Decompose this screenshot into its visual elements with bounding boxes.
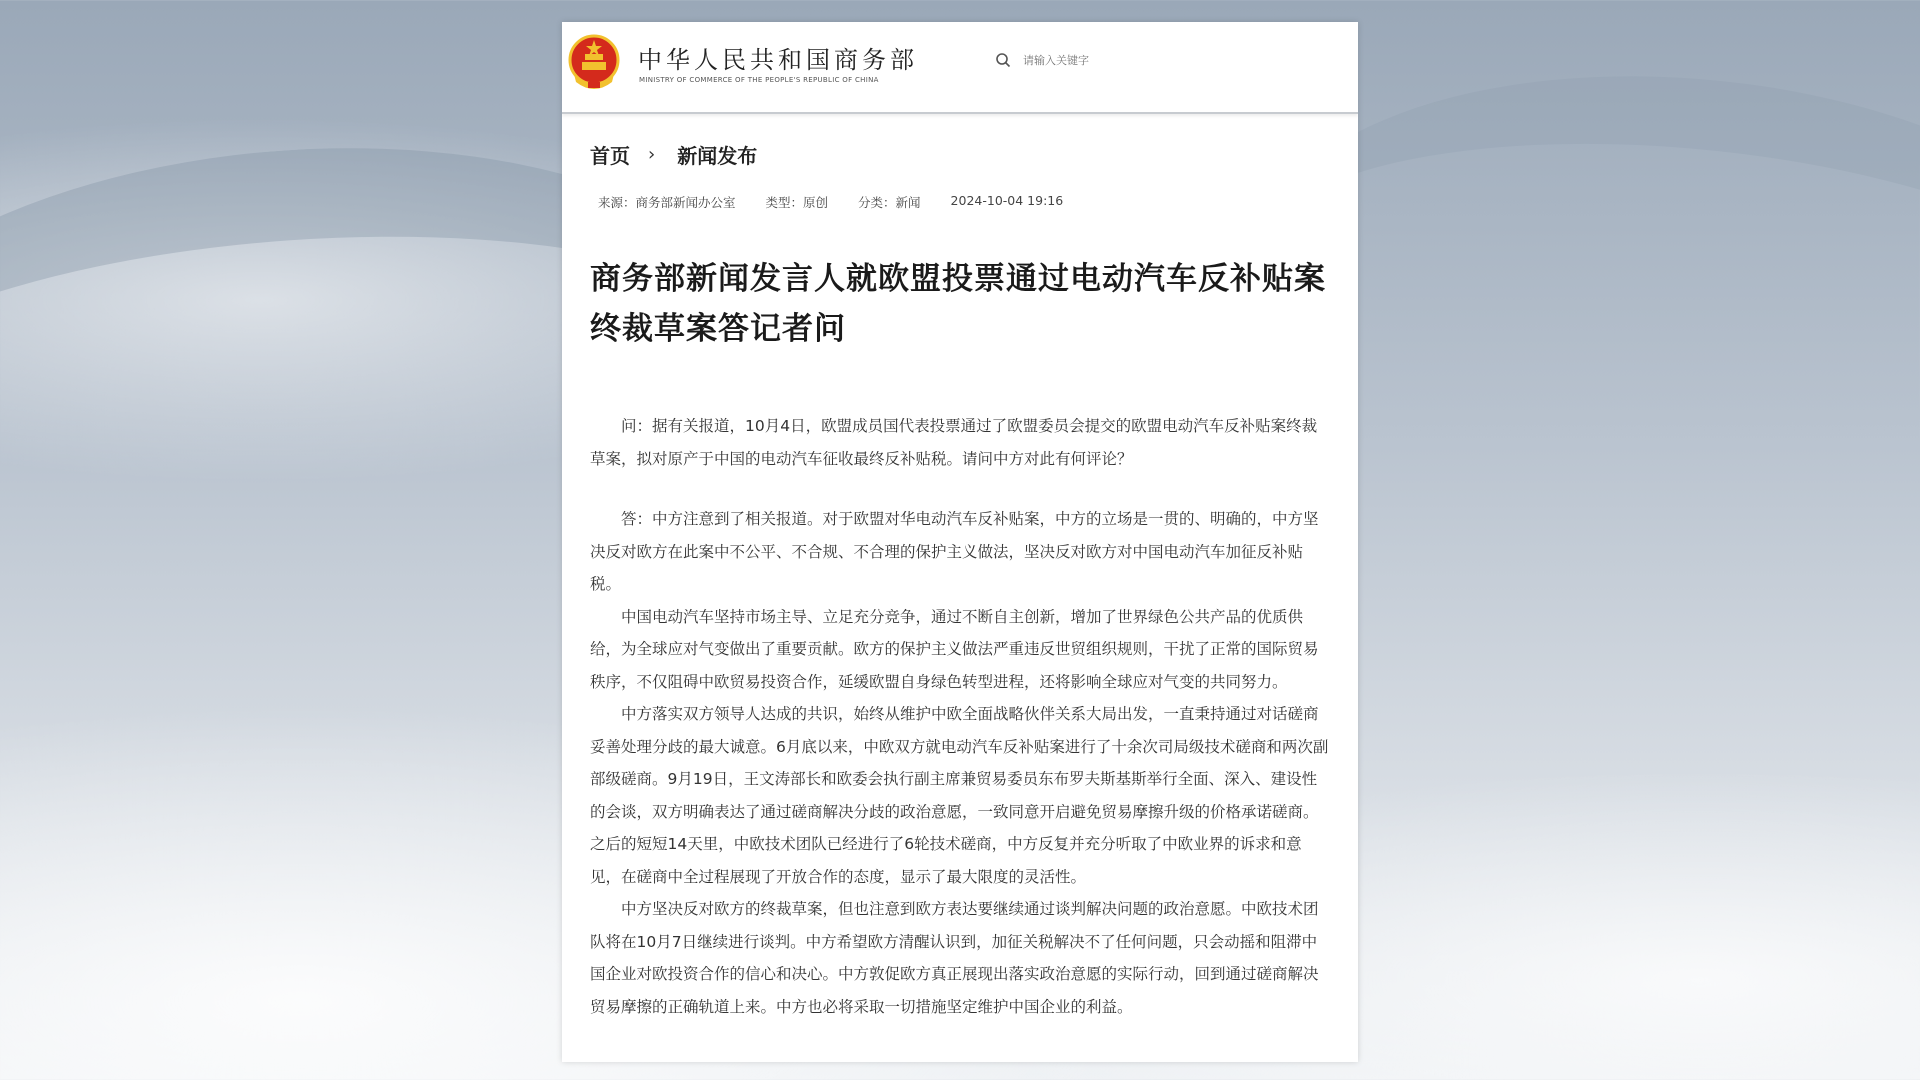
search-bar[interactable] (995, 52, 1175, 68)
article-title: 商务部新闻发言人就欧盟投票通过电动汽车反补贴案终裁草案答记者问 (590, 261, 1326, 347)
article-paragraph: 中国电动汽车坚持市场主导、立足充分竞争，通过不断自主创新，增加了世界绿色公共产品的优质供给，为全球应对气变做出了重要贡献。欧方的保护主义做法严重违反世贸组织规则，干扰了正常的国际贸易秩序，不仅阻碍中欧贸易投资合作，延缓欧盟自身绿色转型进程，还将影响全球应对气变的共同努力。 (590, 607, 1319, 691)
breadcrumb-home-link[interactable]: 首页 (590, 144, 630, 168)
article-paragraph: 答：中方注意到了相关报道。对于欧盟对华电动汽车反补贴案，中方的立场是一贯的、明确的，中方坚决反对欧方在此案中不公平、不合规、不合理的保护主义做法，坚决反对欧方对中国电动汽车加征反补贴税。 (590, 510, 1319, 593)
meta-category: 分类：新闻 (858, 195, 921, 210)
meta-source: 来源：商务部新闻办公室 (598, 195, 736, 210)
breadcrumb-current[interactable]: 新闻发布 (677, 144, 758, 168)
breadcrumb (590, 140, 757, 169)
search-icon[interactable] (995, 52, 1011, 68)
article-paragraph: 中方坚决反对欧方的终裁草案，但也注意到欧方表达要继续通过谈判解决问题的政治意愿。中欧技术团队将在10月7日继续进行谈判。中方希望欧方清醒认识到，加征关税解决不了任何问题，只会动摇和阻滞中国企业对欧投资合作的信心和决心。中方敦促欧方真正展现出落实政治意愿的实际行动，回到通过磋商解决贸易摩擦的正确轨道上来。中方也必将采取一切措施坚定维护中国企业的利益。 (590, 900, 1319, 1016)
meta-datetime: 2024-10-04 19:16 (950, 193, 1064, 208)
chevron-right-icon: › (648, 144, 656, 165)
webpage-document (562, 22, 1358, 1062)
meta-type: 类型：原创 (765, 195, 829, 210)
site-header (562, 22, 1358, 114)
article-paragraph: 问：据有关报道，10月4日，欧盟成员国代表投票通过了欧盟委员会提交的欧盟电动汽车反补贴案终裁草案，拟对原产于中国的电动汽车征收最终反补贴税。请问中方对此有何评论？ (590, 417, 1318, 468)
site-title[interactable]: 中华人民共和国商务部 (638, 46, 918, 74)
national-emblem-icon[interactable] (568, 34, 620, 90)
article-paragraph: 中方落实双方领导人达成的共识，始终从维护中欧全面战略伙伴关系大局出发，一直秉持通过对话磋商妥善处理分歧的最大诚意。6月底以来，中欧双方就电动汽车反补贴案进行了十余次司局级技术磋商和两次副部级磋商。9月19日，王文涛部长和欧委会执行副主席兼贸易委员东布罗夫斯基斯举行全面、深入、建设性的会谈，双方明确表达了通过磋商解决分歧的政治意愿，一致同意开启避免贸易摩擦升级的价格承诺磋商。之后的短短14天里，中欧技术团队已经进行了6轮技术磋商，中方反复并充分听取了中欧业界的诉求和意见，在磋商中全过程展现了开放合作的态度，显示了最大限度的灵活性。 (590, 705, 1329, 886)
site-subtitle: MINISTRY OF COMMERCE OF THE PEOPLE'S REPUBLIC OF CHINA (639, 76, 879, 84)
article-body (590, 410, 1330, 1023)
article-meta (598, 193, 1063, 211)
search-input[interactable] (1021, 53, 1175, 68)
